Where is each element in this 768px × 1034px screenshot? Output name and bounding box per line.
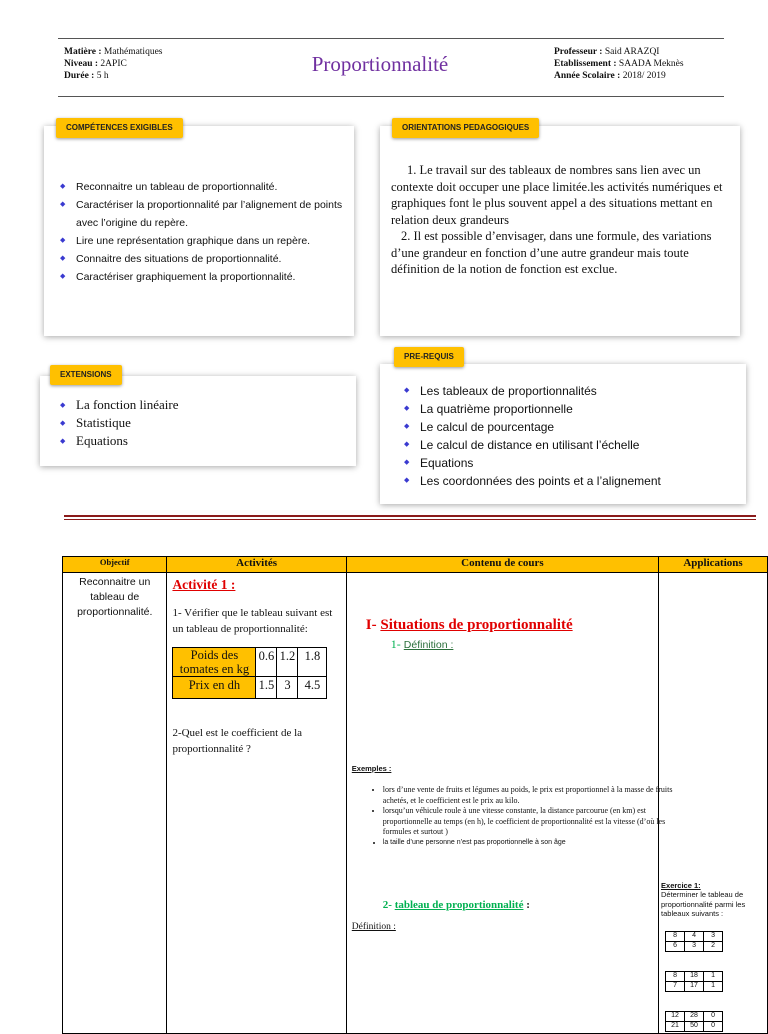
list-item: ◆ Connaitre des situations de proportionnalité. — [56, 250, 348, 268]
table-row-label: Poids des tomates en kg — [173, 648, 256, 677]
prerequis-box — [380, 364, 746, 504]
exercice-title: Exercice 1: — [661, 881, 701, 890]
contenu-cell — [346, 573, 673, 1034]
list-item: • lorsqu’un véhicule roule à une vitesse constante, la distance parcourue (en km) est proportionnelle au temps (en h), le coefficient de proportionnalité est la vitesse (d’où les formules et surtout ) — [383, 806, 689, 838]
competences-tag: COMPÉTENCES EXIGIBLES — [56, 118, 183, 138]
list-item: • lors d’une vente de fruits et légumes au poids, le prix est proportionnel à la masse de fruits achetés, et le coefficient est le prix au kilo. — [383, 785, 689, 806]
header-bottom-rule — [58, 96, 724, 97]
applications-cell — [659, 573, 768, 1034]
col-header-objectif: Objectif — [63, 557, 167, 573]
exemples-list — [351, 785, 689, 848]
col-header-applications: Applications — [659, 557, 768, 573]
table-cell: 0.6 — [256, 648, 277, 677]
list-item: ◆ Caractériser la proportionnalité par l’alignement de points avec l’origine du repère. — [56, 196, 348, 232]
exercice-text: Déterminer le tableau de proportionnalité parmi les tableaux suivants : — [661, 890, 746, 918]
list-item: ◆ Reconnaitre un tableau de proportionnalité. — [56, 178, 348, 196]
activite-title: Activité 1 : — [172, 577, 236, 592]
table-cell: 1.2 — [277, 648, 298, 677]
header-top-rule — [58, 38, 724, 39]
section-divider — [64, 515, 756, 517]
extensions-list — [56, 396, 179, 450]
subsection-tableau: 2- tableau de proportionnalité : — [382, 899, 530, 911]
section-title: I- Situations de proportionnalité — [365, 617, 573, 633]
table-cell: 3 — [277, 677, 298, 699]
lesson-table — [62, 556, 768, 1034]
list-item: ◆ Le calcul de distance en utilisant l’échelle — [400, 436, 661, 454]
list-item: ◆ Les coordonnées des points et a l’alignement — [400, 472, 661, 490]
list-item: ◆ Caractériser graphiquement la proportionnalité. — [56, 268, 348, 286]
activite-table — [172, 647, 327, 699]
exercice-table-1: 8 4 3 6 3 2 — [665, 931, 723, 952]
competences-box — [44, 126, 354, 336]
list-item: ◆ Equations — [56, 432, 179, 450]
page-title: Proportionnalité — [311, 52, 449, 76]
extensions-box — [40, 376, 356, 466]
definition-label: Définition : — [351, 922, 396, 932]
section-divider-thin — [64, 519, 756, 520]
activite-question-2: 2-Quel est le coefficient de la proportionnalité ? — [172, 727, 303, 755]
exemples-label: Exemples : — [351, 764, 392, 773]
prerequis-tag: PRE-REQUIS — [394, 347, 464, 367]
list-item: ◆ Equations — [400, 454, 661, 472]
orientations-text: 1. Le travail sur des tableaux de nombres sans lien avec un contexte doit occuper une place limitée.les activités numériques et graphiques font le plus souvent appel a des situations mettant en relation deux grandeurs 2. Il est possible d’envisager, dans une formule, des variations d’une grandeur en fonction d’une autre grandeur mais toute définition de la notion de fonction est exclue. — [391, 163, 723, 276]
exercice-table-3: 12 28 0 21 50 0 — [665, 1011, 723, 1032]
exercice-table-2: 8 18 1 7 17 1 — [665, 971, 723, 992]
table-row-label: Prix en dh — [173, 677, 256, 699]
extensions-tag: EXTENSIONS — [50, 365, 122, 385]
list-item: ◆ Le calcul de pourcentage — [400, 418, 661, 436]
table-cell: 1.5 — [256, 677, 277, 699]
subsection-definition: 1- Définition : — [390, 637, 454, 651]
col-header-activites: Activités — [167, 557, 346, 573]
activite-question-1: 1- Vérifier que le tableau suivant est un tableau de proportionnalité: — [172, 607, 333, 635]
list-item: ◆ La fonction linéaire — [56, 396, 179, 414]
objectif-cell: Reconnaitre un tableau de proportionnalité. — [63, 573, 167, 1034]
table-cell: 4.5 — [298, 677, 327, 699]
orientations-tag: ORIENTATIONS PEDAGOGIQUES — [392, 118, 539, 138]
table-cell: 1.8 — [298, 648, 327, 677]
list-item: • la taille d’une personne n’est pas proportionnelle à son âge — [383, 838, 689, 849]
activites-cell — [167, 573, 346, 1034]
header-right-info: Professeur : Said ARAZQI Etablissement : SAADA Meknès Année Scolaire : 2018/ 2019 — [554, 47, 684, 81]
list-item: ◆ Les tableaux de proportionnalités — [400, 382, 661, 400]
competences-list — [56, 178, 348, 286]
list-item: ◆ Lire une représentation graphique dans un repère. — [56, 232, 348, 250]
col-header-contenu: Contenu de cours — [346, 557, 658, 573]
list-item: ◆ La quatrième proportionnelle — [400, 400, 661, 418]
prerequis-list — [400, 382, 661, 490]
orientations-box — [380, 126, 740, 336]
list-item: ◆ Statistique — [56, 414, 179, 432]
header-left-info: Matière : Mathématiques Niveau : 2APIC Durée : 5 h — [64, 47, 163, 81]
